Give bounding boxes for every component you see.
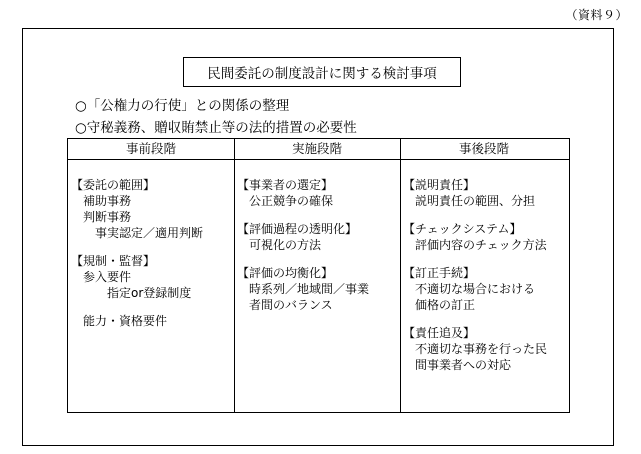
- section-heading: 【責任追及】: [403, 326, 476, 340]
- column-header-pre-stage: 事前段階: [125, 141, 176, 156]
- stage-table: [67, 138, 570, 413]
- column-header-post-stage: 事後段階: [458, 141, 509, 156]
- list-item: 補助事務: [83, 194, 132, 208]
- column-post-stage: [403, 177, 547, 373]
- list-item: 時系列／地域間／事業: [249, 282, 370, 296]
- column-pre-stage: [71, 177, 203, 329]
- bullet-item-legal-measures: ○守秘義務、贈収賄禁止等の法的措置の必要性: [75, 120, 357, 136]
- header-divider: [68, 159, 569, 160]
- bullet-item-public-authority: ○「公権力の行使」との関係の整理: [75, 98, 290, 114]
- column-implementation-stage: [237, 177, 369, 313]
- section-heading: 【事業者の選定】: [237, 178, 334, 192]
- list-item: 事実認定／適用判断: [95, 226, 204, 240]
- section-heading: 【委託の範囲】: [71, 178, 156, 192]
- list-item: 価格の訂正: [415, 298, 476, 312]
- list-item: 参入要件: [83, 270, 132, 284]
- section-heading: 【チェックシステム】: [403, 222, 522, 236]
- list-item: 者間のバランス: [249, 298, 333, 312]
- section-heading: 【説明責任】: [403, 178, 476, 192]
- section-heading: 【評価過程の透明化】: [237, 222, 358, 236]
- column-divider: [234, 139, 235, 412]
- section-heading: 【規制・監督】: [71, 254, 156, 268]
- column-divider: [400, 139, 401, 412]
- list-item: 能力・資格要件: [83, 314, 168, 328]
- list-item: 不適切な場合における: [415, 282, 536, 296]
- list-item: 可視化の方法: [249, 238, 322, 252]
- column-header-implementation-stage: 実施段階: [291, 141, 342, 156]
- list-item: 間事業者への対応: [415, 358, 512, 372]
- document-label: （資料９）: [565, 8, 628, 22]
- list-item: 判断事務: [83, 210, 132, 224]
- list-item: 不適切な事務を行った民: [415, 342, 548, 356]
- list-item: 公正競争の確保: [249, 194, 334, 208]
- list-item: 説明責任の範囲、分担: [415, 194, 536, 208]
- page-title: 民間委託の制度設計に関する検討事項: [183, 57, 461, 87]
- section-heading: 【評価の均衡化】: [237, 266, 334, 280]
- list-item: 評価内容のチェック方法: [415, 238, 547, 252]
- list-item: 指定or登録制度: [107, 286, 192, 300]
- section-heading: 【訂正手続】: [403, 266, 476, 280]
